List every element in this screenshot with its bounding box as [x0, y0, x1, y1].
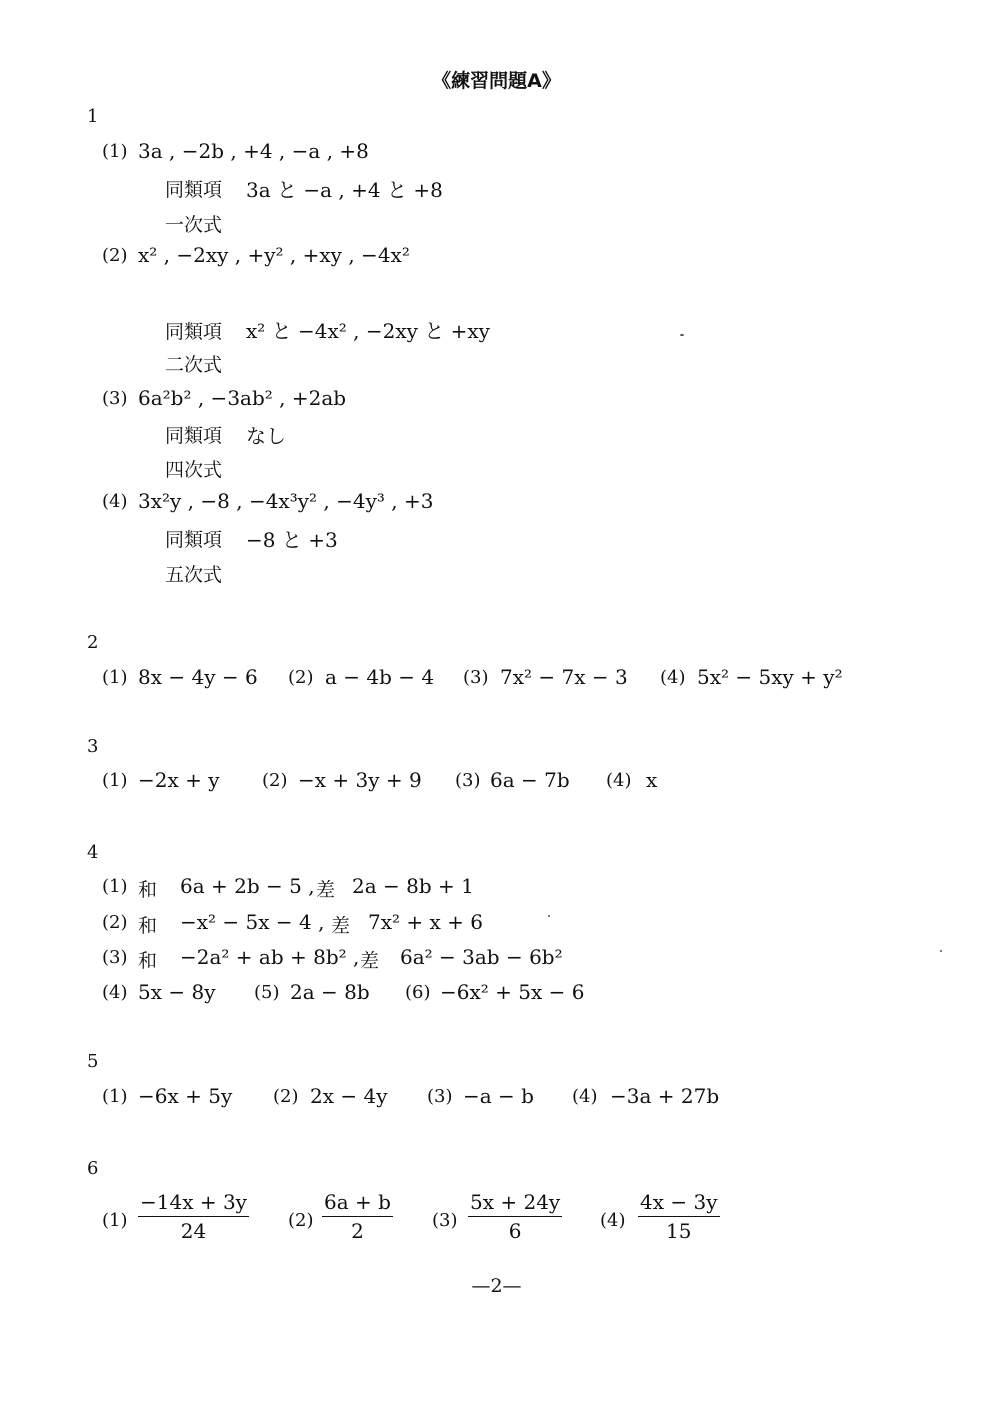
q2-item-4-number: (4) [660, 667, 686, 688]
q4-r3-sum-label: 和 [138, 950, 158, 972]
q2-item-3-number: (3) [463, 667, 489, 688]
section-6-label: 6 [87, 1158, 99, 1179]
q1-p3-like-label: 同類項 [165, 425, 223, 447]
q3-item-2-number: (2) [262, 770, 288, 791]
q5-item-1-expr: −6x + 5y [138, 1084, 233, 1108]
q2-item-1-number: (1) [102, 667, 128, 688]
q5-item-2-expr: 2x − 4y [310, 1084, 388, 1108]
q4-r1-diff-label: 差 [316, 879, 336, 901]
q5-item-4-expr: −3a + 27b [610, 1084, 720, 1108]
q4-r3-sum: −2a² + ab + 8b² , [180, 945, 360, 969]
q6-item-2-denominator: 2 [351, 1219, 364, 1243]
q4-r1-sum: 6a + 2b − 5 , [180, 874, 315, 898]
q6-item-1-numerator: −14x + 3y [138, 1190, 249, 1217]
q1-p2-degree: 二次式 [165, 354, 223, 376]
q4-r3-number: (3) [102, 947, 128, 968]
q3-item-1-expr: −2x + y [138, 768, 220, 792]
q1-p1-like-terms: 3a と −a , +4 と +8 [246, 178, 443, 202]
q2-item-1-expr: 8x − 4y − 6 [138, 665, 258, 689]
q1-p3-degree: 四次式 [165, 459, 223, 481]
q6-item-3-fraction [468, 1190, 562, 1243]
q3-item-4-number: (4) [606, 770, 632, 791]
q1-p2-like-label: 同類項 [165, 321, 223, 343]
q6-item-1-fraction [138, 1190, 249, 1243]
q2-item-2-number: (2) [288, 667, 314, 688]
q5-item-3-number: (3) [427, 1086, 453, 1107]
q1-p1-like-label: 同類項 [165, 179, 223, 201]
q4-r2-sum-label: 和 [138, 915, 158, 937]
q4-r1-diff: 2a − 8b + 1 [352, 874, 474, 898]
q1-p2-terms: x² , −2xy , +y² , +xy , −4x² [138, 243, 410, 267]
q6-item-2-number: (2) [288, 1210, 314, 1231]
q4-item-6-number: (6) [405, 982, 431, 1003]
q4-item-4-expr: 5x − 8y [138, 980, 216, 1004]
q4-r3-diff-label: 差 [360, 950, 380, 972]
q5-item-1-number: (1) [102, 1086, 128, 1107]
q6-item-1-number: (1) [102, 1210, 128, 1231]
q2-item-3-expr: 7x² − 7x − 3 [500, 665, 628, 689]
q3-item-3-number: (3) [455, 770, 481, 791]
q2-item-4-expr: 5x² − 5xy + y² [697, 665, 843, 689]
q5-item-4-number: (4) [572, 1086, 598, 1107]
section-3-label: 3 [87, 736, 99, 757]
page-title: 《練習問題A》 [432, 70, 561, 92]
q1-p4-like-terms: −8 と +3 [246, 528, 338, 552]
q1-p2-like-terms: x² と −4x² , −2xy と +xy [246, 319, 490, 343]
q6-item-2-fraction [322, 1190, 393, 1243]
page-number: —2— [471, 1275, 522, 1297]
q1-p4-number: (4) [102, 491, 128, 512]
q1-p3-terms: 6a²b² , −3ab² , +2ab [138, 386, 347, 410]
q1-p4-like-label: 同類項 [165, 529, 223, 551]
q1-p3-number: (3) [102, 388, 128, 409]
scan-speck [940, 950, 942, 952]
q1-p4-terms: 3x²y , −8 , −4x³y² , −4y³ , +3 [138, 489, 434, 513]
section-2-label: 2 [87, 632, 99, 653]
q6-item-3-denominator: 6 [508, 1219, 522, 1243]
section-5-label: 5 [87, 1051, 99, 1072]
q4-r1-sum-label: 和 [138, 879, 158, 901]
q4-r2-diff: 7x² + x + 6 [368, 910, 483, 934]
section-1-label: 1 [87, 106, 99, 127]
q4-r3-diff: 6a² − 3ab − 6b² [400, 945, 563, 969]
q6-item-2-numerator: 6a + b [322, 1190, 393, 1217]
q4-r2-diff-label: 差 [331, 915, 351, 937]
q6-item-4-number: (4) [600, 1210, 626, 1231]
q6-item-3-numerator: 5x + 24y [468, 1190, 562, 1217]
q6-item-3-number: (3) [432, 1210, 458, 1231]
q1-p3-like-terms: なし [246, 424, 286, 448]
scan-speck [680, 334, 684, 336]
q4-r2-sum: −x² − 5x − 4 , [180, 910, 325, 934]
q1-p1-degree: 一次式 [165, 214, 223, 236]
q4-item-6-expr: −6x² + 5x − 6 [440, 980, 585, 1004]
q1-p1-number: (1) [102, 141, 128, 162]
q3-item-3-expr: 6a − 7b [490, 768, 570, 792]
q1-p1-terms: 3a , −2b , +4 , −a , +8 [138, 139, 369, 163]
q4-r2-number: (2) [102, 912, 128, 933]
q6-item-4-fraction [638, 1190, 720, 1243]
q6-item-1-denominator: 24 [180, 1219, 207, 1243]
q3-item-4-expr: x [646, 768, 658, 792]
q3-item-1-number: (1) [102, 770, 128, 791]
q1-p2-number: (2) [102, 245, 128, 266]
q4-item-4-number: (4) [102, 982, 128, 1003]
q4-item-5-number: (5) [254, 982, 280, 1003]
q3-item-2-expr: −x + 3y + 9 [298, 768, 422, 792]
q2-item-2-expr: a − 4b − 4 [325, 665, 435, 689]
scan-speck [548, 915, 550, 917]
q1-p4-degree: 五次式 [165, 564, 223, 586]
q6-item-4-denominator: 15 [666, 1219, 692, 1243]
q5-item-2-number: (2) [273, 1086, 299, 1107]
q5-item-3-expr: −a − b [463, 1084, 534, 1108]
q4-item-5-expr: 2a − 8b [290, 980, 370, 1004]
q4-r1-number: (1) [102, 876, 128, 897]
q6-item-4-numerator: 4x − 3y [638, 1190, 720, 1217]
section-4-label: 4 [87, 842, 99, 863]
